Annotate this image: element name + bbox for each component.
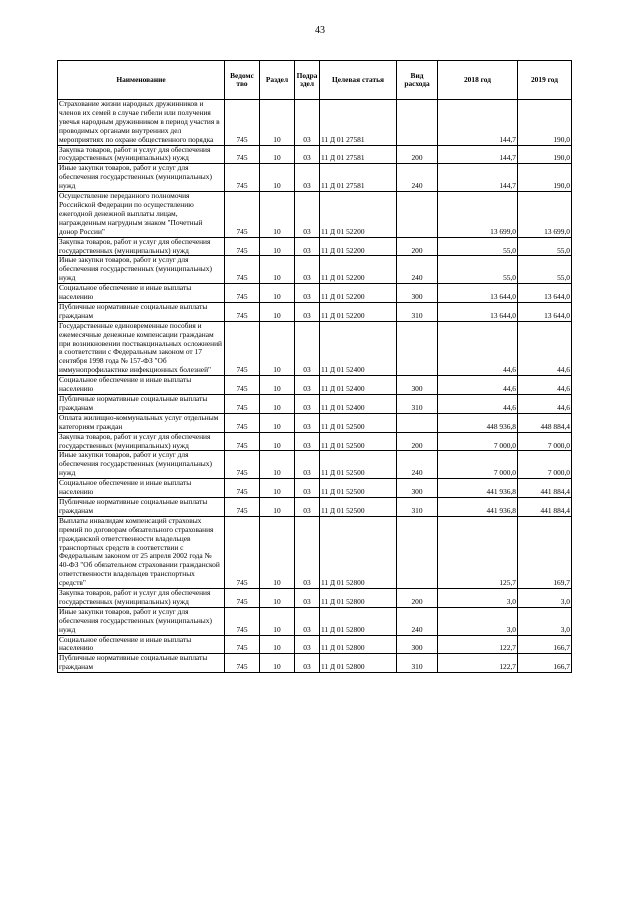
cell-vid-rashoda: 310 — [397, 395, 438, 414]
cell-razdel: 10 — [260, 145, 295, 164]
cell-vid-rashoda — [397, 321, 438, 375]
cell-podrazdel: 03 — [295, 237, 320, 256]
cell-vedomstvo: 745 — [225, 395, 260, 414]
cell-name: Иные закупки товаров, работ и услуг для обеспечения государственных (муниципальных) нужд — [58, 607, 225, 635]
cell-name: Страхование жизни народных дружинников и членов их семей в случае гибели или получения увечья народным дружинником в период участия в проводимых органами внутренних дел мероприятиях по охране общественного порядка — [58, 100, 225, 146]
cell-name: Выплаты инвалидам компенсаций страховых премий по договорам обязательного страхования гражданской ответственности владельцев транспортных средств в соответствии с Федеральным законом от 25 апреля 2002 года № 40-ФЗ "Об обязательном страховании гражданской ответственности владельцев транспортных средств" — [58, 516, 225, 588]
cell-vedomstvo: 745 — [225, 302, 260, 321]
cell-razdel: 10 — [260, 516, 295, 588]
cell-2019: 441 884,4 — [518, 497, 572, 516]
cell-podrazdel: 03 — [295, 497, 320, 516]
cell-2019: 44,6 — [518, 321, 572, 375]
cell-name: Иные закупки товаров, работ и услуг для обеспечения государственных (муниципальных) нужд — [58, 164, 225, 192]
cell-vedomstvo: 745 — [225, 432, 260, 451]
cell-vid-rashoda: 200 — [397, 145, 438, 164]
cell-2018: 448 936,8 — [438, 413, 518, 432]
cell-2018: 44,6 — [438, 395, 518, 414]
cell-2019: 166,7 — [518, 654, 572, 673]
table-row — [58, 497, 572, 516]
table-row — [58, 479, 572, 498]
cell-razdel: 10 — [260, 413, 295, 432]
cell-2019: 13 644,0 — [518, 302, 572, 321]
cell-podrazdel: 03 — [295, 607, 320, 635]
table-row — [58, 376, 572, 395]
cell-name: Социальное обеспечение и иные выплаты населению — [58, 284, 225, 303]
table-row — [58, 256, 572, 284]
cell-razdel: 10 — [260, 635, 295, 654]
cell-name: Иные закупки товаров, работ и услуг для обеспечения государственных (муниципальных) нужд — [58, 451, 225, 479]
cell-vedomstvo: 745 — [225, 589, 260, 608]
budget-table — [57, 60, 572, 673]
table-row — [58, 635, 572, 654]
header-vedomstvo: Ведомс тво — [225, 61, 260, 100]
cell-celevaya-statya: 11 Д 01 52400 — [320, 395, 397, 414]
cell-celevaya-statya: 11 Д 01 52800 — [320, 607, 397, 635]
cell-2019: 190,0 — [518, 164, 572, 192]
cell-podrazdel: 03 — [295, 451, 320, 479]
cell-vid-rashoda: 310 — [397, 302, 438, 321]
cell-2018: 144,7 — [438, 164, 518, 192]
cell-2018: 55,0 — [438, 237, 518, 256]
cell-celevaya-statya: 11 Д 01 52200 — [320, 284, 397, 303]
cell-razdel: 10 — [260, 395, 295, 414]
table-row — [58, 413, 572, 432]
cell-podrazdel: 03 — [295, 164, 320, 192]
cell-vedomstvo: 745 — [225, 516, 260, 588]
cell-name: Закупка товаров, работ и услуг для обеспечения государственных (муниципальных) нужд — [58, 589, 225, 608]
cell-razdel: 10 — [260, 432, 295, 451]
cell-razdel: 10 — [260, 497, 295, 516]
table-row — [58, 100, 572, 146]
header-vid-rashoda: Вид расхода — [397, 61, 438, 100]
cell-vedomstvo: 745 — [225, 145, 260, 164]
cell-2018: 122,7 — [438, 654, 518, 673]
cell-vedomstvo: 745 — [225, 237, 260, 256]
cell-2019: 55,0 — [518, 256, 572, 284]
cell-podrazdel: 03 — [295, 284, 320, 303]
table-row — [58, 145, 572, 164]
cell-celevaya-statya: 11 Д 01 52200 — [320, 302, 397, 321]
cell-vedomstvo: 745 — [225, 100, 260, 146]
cell-name: Социальное обеспечение и иные выплаты населению — [58, 376, 225, 395]
cell-2019: 3,0 — [518, 589, 572, 608]
cell-vid-rashoda: 200 — [397, 432, 438, 451]
table-row — [58, 451, 572, 479]
header-2019: 2019 год — [518, 61, 572, 100]
cell-razdel: 10 — [260, 451, 295, 479]
cell-celevaya-statya: 11 Д 01 52500 — [320, 497, 397, 516]
table-row — [58, 284, 572, 303]
cell-2018: 441 936,8 — [438, 497, 518, 516]
cell-vedomstvo: 745 — [225, 164, 260, 192]
cell-podrazdel: 03 — [295, 100, 320, 146]
cell-celevaya-statya: 11 Д 01 52500 — [320, 432, 397, 451]
cell-vedomstvo: 745 — [225, 413, 260, 432]
cell-2018: 13 644,0 — [438, 284, 518, 303]
cell-razdel: 10 — [260, 376, 295, 395]
cell-2018: 3,0 — [438, 589, 518, 608]
cell-vedomstvo: 745 — [225, 451, 260, 479]
cell-vedomstvo: 745 — [225, 192, 260, 238]
cell-celevaya-statya: 11 Д 01 52500 — [320, 413, 397, 432]
cell-2018: 55,0 — [438, 256, 518, 284]
cell-2019: 13 699,0 — [518, 192, 572, 238]
cell-celevaya-statya: 11 Д 01 52200 — [320, 256, 397, 284]
cell-name: Государственные единовременные пособия и ежемесячные денежные компенсации гражданам при возникновении поствакцинальных осложнений в соответствии с Федеральным законом от 17 сентября 1998 года № 157-ФЗ "Об иммунопрофилактике инфекционных болезней" — [58, 321, 225, 375]
cell-celevaya-statya: 11 Д 01 52500 — [320, 479, 397, 498]
cell-2018: 7 000,0 — [438, 451, 518, 479]
cell-2018: 44,6 — [438, 376, 518, 395]
cell-celevaya-statya: 11 Д 01 52800 — [320, 589, 397, 608]
cell-razdel: 10 — [260, 607, 295, 635]
cell-vedomstvo: 745 — [225, 321, 260, 375]
cell-vedomstvo: 745 — [225, 654, 260, 673]
cell-vid-rashoda: 200 — [397, 237, 438, 256]
cell-vedomstvo: 745 — [225, 479, 260, 498]
cell-2018: 44,6 — [438, 321, 518, 375]
cell-vid-rashoda: 310 — [397, 654, 438, 673]
cell-razdel: 10 — [260, 479, 295, 498]
cell-2018: 144,7 — [438, 100, 518, 146]
table-row — [58, 192, 572, 238]
header-celevaya-statya: Целевая статья — [320, 61, 397, 100]
table-row — [58, 395, 572, 414]
cell-podrazdel: 03 — [295, 302, 320, 321]
cell-celevaya-statya: 11 Д 01 52200 — [320, 192, 397, 238]
cell-2018: 144,7 — [438, 145, 518, 164]
cell-podrazdel: 03 — [295, 589, 320, 608]
cell-name: Публичные нормативные социальные выплаты гражданам — [58, 302, 225, 321]
cell-2018: 7 000,0 — [438, 432, 518, 451]
cell-2019: 169,7 — [518, 516, 572, 588]
table-row — [58, 589, 572, 608]
cell-2019: 13 644,0 — [518, 284, 572, 303]
cell-name: Публичные нормативные социальные выплаты гражданам — [58, 395, 225, 414]
cell-2018: 13 644,0 — [438, 302, 518, 321]
cell-razdel: 10 — [260, 164, 295, 192]
cell-celevaya-statya: 11 Д 01 52800 — [320, 654, 397, 673]
cell-celevaya-statya: 11 Д 01 27581 — [320, 145, 397, 164]
cell-name: Иные закупки товаров, работ и услуг для обеспечения государственных (муниципальных) нужд — [58, 256, 225, 284]
cell-podrazdel: 03 — [295, 654, 320, 673]
table-body — [58, 100, 572, 673]
cell-vid-rashoda: 240 — [397, 256, 438, 284]
cell-celevaya-statya: 11 Д 01 52200 — [320, 237, 397, 256]
cell-name: Закупка товаров, работ и услуг для обеспечения государственных (муниципальных) нужд — [58, 237, 225, 256]
cell-2019: 166,7 — [518, 635, 572, 654]
cell-2019: 44,6 — [518, 376, 572, 395]
cell-vid-rashoda: 200 — [397, 589, 438, 608]
cell-2019: 190,0 — [518, 145, 572, 164]
cell-name: Публичные нормативные социальные выплаты гражданам — [58, 654, 225, 673]
cell-vedomstvo: 745 — [225, 256, 260, 284]
table-row — [58, 321, 572, 375]
table-row — [58, 164, 572, 192]
cell-name: Социальное обеспечение и иные выплаты населению — [58, 635, 225, 654]
cell-celevaya-statya: 11 Д 01 52500 — [320, 451, 397, 479]
header-razdel: Раздел — [260, 61, 295, 100]
page-number: 43 — [315, 25, 325, 36]
cell-podrazdel: 03 — [295, 479, 320, 498]
cell-2019: 3,0 — [518, 607, 572, 635]
cell-vedomstvo: 745 — [225, 607, 260, 635]
cell-2019: 441 884,4 — [518, 479, 572, 498]
cell-celevaya-statya: 11 Д 01 27581 — [320, 100, 397, 146]
table-row — [58, 654, 572, 673]
cell-vid-rashoda: 240 — [397, 451, 438, 479]
cell-vid-rashoda: 300 — [397, 479, 438, 498]
cell-podrazdel: 03 — [295, 516, 320, 588]
cell-podrazdel: 03 — [295, 635, 320, 654]
cell-celevaya-statya: 11 Д 01 52400 — [320, 321, 397, 375]
cell-2019: 448 884,4 — [518, 413, 572, 432]
header-name: Наименование — [58, 61, 225, 100]
cell-vedomstvo: 745 — [225, 376, 260, 395]
cell-razdel: 10 — [260, 654, 295, 673]
cell-razdel: 10 — [260, 284, 295, 303]
cell-vid-rashoda — [397, 516, 438, 588]
cell-podrazdel: 03 — [295, 432, 320, 451]
cell-2019: 7 000,0 — [518, 432, 572, 451]
header-2018: 2018 год — [438, 61, 518, 100]
cell-razdel: 10 — [260, 192, 295, 238]
cell-vid-rashoda: 310 — [397, 497, 438, 516]
cell-podrazdel: 03 — [295, 192, 320, 238]
cell-2018: 13 699,0 — [438, 192, 518, 238]
cell-2019: 190,0 — [518, 100, 572, 146]
cell-podrazdel: 03 — [295, 145, 320, 164]
cell-podrazdel: 03 — [295, 376, 320, 395]
cell-celevaya-statya: 11 Д 01 52400 — [320, 376, 397, 395]
cell-vedomstvo: 745 — [225, 635, 260, 654]
cell-celevaya-statya: 11 Д 01 27581 — [320, 164, 397, 192]
cell-razdel: 10 — [260, 321, 295, 375]
cell-name: Оплата жилищно-коммунальных услуг отдельным категориям граждан — [58, 413, 225, 432]
cell-2019: 7 000,0 — [518, 451, 572, 479]
table-row — [58, 237, 572, 256]
cell-vid-rashoda: 300 — [397, 635, 438, 654]
cell-razdel: 10 — [260, 100, 295, 146]
cell-podrazdel: 03 — [295, 256, 320, 284]
cell-vid-rashoda: 300 — [397, 376, 438, 395]
table-row — [58, 516, 572, 588]
cell-2018: 441 936,8 — [438, 479, 518, 498]
cell-celevaya-statya: 11 Д 01 52800 — [320, 516, 397, 588]
cell-razdel: 10 — [260, 237, 295, 256]
header-podrazdel: Подра здел — [295, 61, 320, 100]
cell-vedomstvo: 745 — [225, 497, 260, 516]
cell-podrazdel: 03 — [295, 413, 320, 432]
cell-razdel: 10 — [260, 256, 295, 284]
cell-razdel: 10 — [260, 589, 295, 608]
table-header-row — [58, 61, 572, 100]
cell-2019: 44,6 — [518, 395, 572, 414]
cell-podrazdel: 03 — [295, 321, 320, 375]
cell-vid-rashoda — [397, 413, 438, 432]
cell-vid-rashoda: 240 — [397, 164, 438, 192]
cell-name: Публичные нормативные социальные выплаты гражданам — [58, 497, 225, 516]
cell-2019: 55,0 — [518, 237, 572, 256]
cell-vid-rashoda: 240 — [397, 607, 438, 635]
cell-vedomstvo: 745 — [225, 284, 260, 303]
cell-podrazdel: 03 — [295, 395, 320, 414]
cell-2018: 122,7 — [438, 635, 518, 654]
cell-razdel: 10 — [260, 302, 295, 321]
cell-vid-rashoda — [397, 192, 438, 238]
cell-name: Закупка товаров, работ и услуг для обеспечения государственных (муниципальных) нужд — [58, 432, 225, 451]
cell-name: Осуществление переданного полномочия Российской Федерации по осуществлению ежегодной денежной выплаты лицам, награжденным нагрудным знаком "Почетный донор России" — [58, 192, 225, 238]
cell-2018: 125,7 — [438, 516, 518, 588]
cell-vid-rashoda — [397, 100, 438, 146]
cell-vid-rashoda: 300 — [397, 284, 438, 303]
cell-name: Закупка товаров, работ и услуг для обеспечения государственных (муниципальных) нужд — [58, 145, 225, 164]
cell-celevaya-statya: 11 Д 01 52800 — [320, 635, 397, 654]
table-row — [58, 432, 572, 451]
cell-name: Социальное обеспечение и иные выплаты населению — [58, 479, 225, 498]
table-row — [58, 607, 572, 635]
cell-2018: 3,0 — [438, 607, 518, 635]
table-row — [58, 302, 572, 321]
